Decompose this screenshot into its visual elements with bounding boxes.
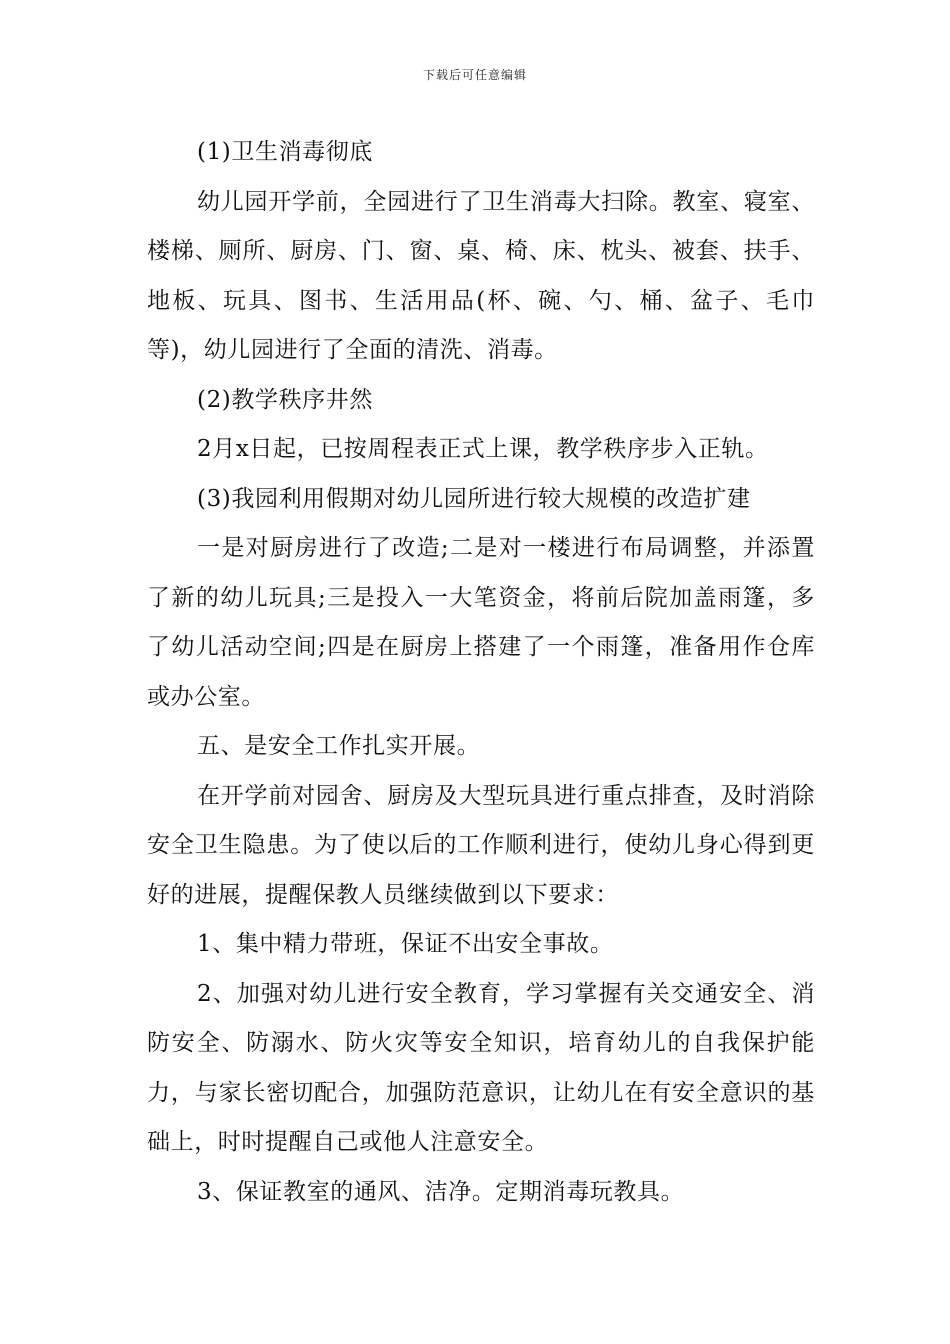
paragraph-heading-teaching-order: (2)教学秩序井然 (197, 386, 373, 413)
paragraph-heading-hygiene: (1)卫生消毒彻底 (197, 139, 373, 165)
list-item-requirement-2: 2、加强对幼儿进行安全教育，学习掌握有关交通安全、消防安全、防溺水、防火灾等安全知识，培育幼儿的自我保护能力，与家长密切配合，加强防范意识，让幼儿在有安全意识的基础上，时时提醒自己或他人注意安全。 (147, 980, 815, 1155)
header-note: 下载后可任意编辑 (422, 68, 527, 82)
paragraph-hygiene-details: 幼儿园开学前，全园进行了卫生消毒大扫除。教室、寝室、楼梯、厕所、厨房、门、窗、桌、椅、床、枕头、被套、扶手、地板、玩具、图书、生活用品(杯、碗、勺、桶、盆子、毛巾等)，幼儿园进行了全面的清洗、消毒。 (147, 188, 815, 363)
paragraph-heading-renovation: (3)我园利用假期对幼儿园所进行较大规模的改造扩建 (197, 485, 751, 512)
paragraph-safety-details: 在开学前对园舍、厨房及大型玩具进行重点排查，及时消除安全卫生隐患。为了使以后的工作顺利进行，使幼儿身心得到更好的进展，提醒保教人员继续做到以下要求： (147, 782, 815, 908)
paragraph-renovation-details: 一是对厨房进行了改造;二是对一楼进行布局调整，并添置了新的幼儿玩具;三是投入一大笔资金，将前后院加盖雨篷，多了幼儿活动空间;四是在厨房上搭建了一个雨篷，准备用作仓库或办公室。 (147, 535, 815, 710)
paragraph-teaching-order-details: 2月x日起，已按周程表正式上课，教学秩序步入正轨。 (197, 436, 769, 462)
paragraph-heading-safety: 五、是安全工作扎实开展。 (197, 733, 481, 759)
document-body (147, 128, 815, 1217)
list-item-requirement-3: 3、保证教室的通风、洁净。定期消毒玩教具。 (197, 1178, 685, 1205)
list-item-requirement-1: 1、集中精力带班，保证不出安全事故。 (197, 931, 614, 957)
